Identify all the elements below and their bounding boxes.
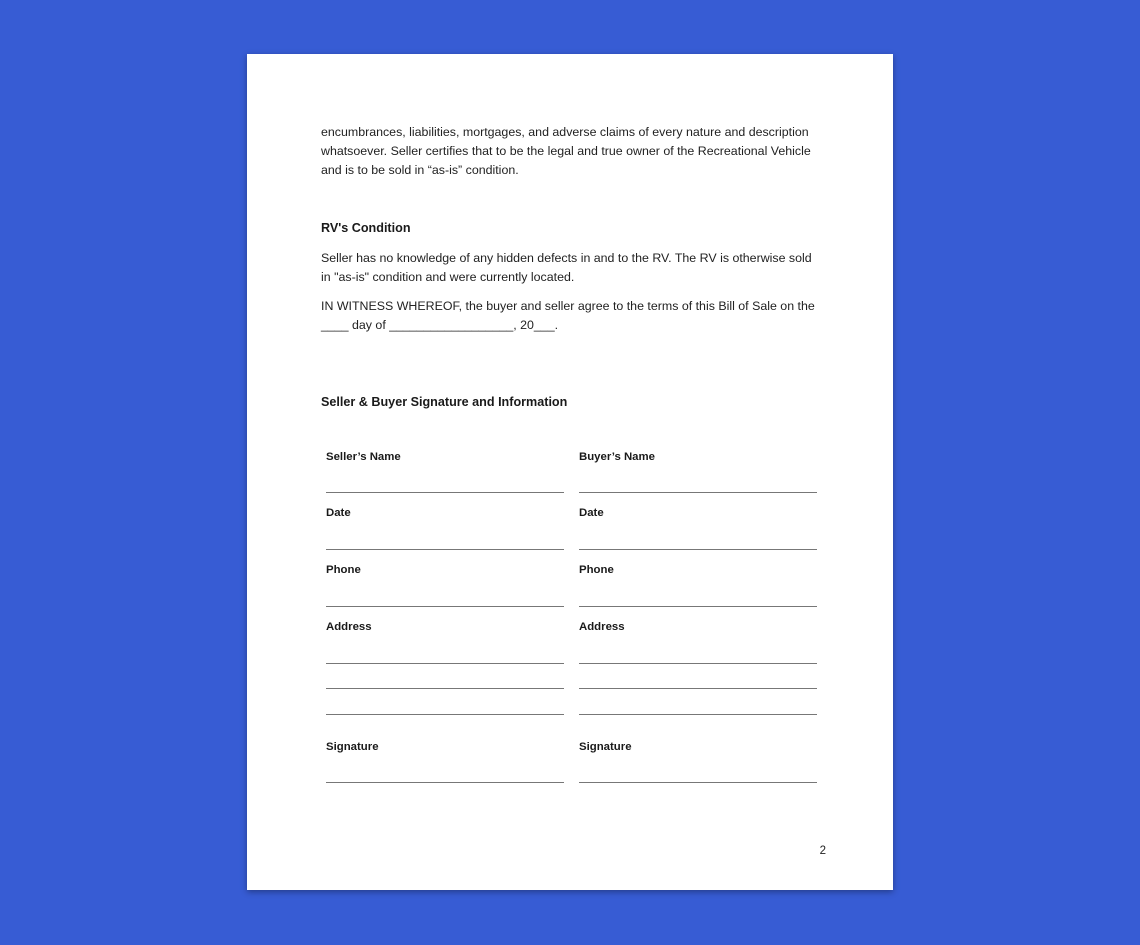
buyer-address-label: Address — [579, 621, 625, 633]
buyer-address-line-1[interactable] — [579, 663, 817, 664]
signature-section-heading: Seller & Buyer Signature and Information — [321, 395, 568, 409]
buyer-name-label: Buyer’s Name — [579, 451, 655, 463]
seller-address-line-2[interactable] — [326, 688, 564, 689]
seller-date-line[interactable] — [326, 549, 564, 550]
buyer-address-line-2[interactable] — [579, 688, 817, 689]
seller-phone-line[interactable] — [326, 606, 564, 607]
seller-phone-label: Phone — [326, 564, 361, 576]
seller-name-label: Seller’s Name — [326, 451, 401, 463]
seller-date-label: Date — [326, 507, 351, 519]
witness-paragraph: IN WITNESS WHEREOF, the buyer and seller agree to the terms of this Bill of Sale on the ____ day of __________________, 20___. — [321, 299, 815, 332]
buyer-date-line[interactable] — [579, 549, 817, 550]
document-page — [247, 54, 893, 890]
buyer-signature-line[interactable] — [579, 782, 817, 783]
seller-address-line-1[interactable] — [326, 663, 564, 664]
buyer-address-line-3[interactable] — [579, 714, 817, 715]
seller-address-line-3[interactable] — [326, 714, 564, 715]
condition-paragraph: Seller has no knowledge of any hidden defects in and to the RV. The RV is otherwise sold in "as-is" condition and were currently located. — [321, 251, 812, 284]
seller-name-line[interactable] — [326, 492, 564, 493]
buyer-date-label: Date — [579, 507, 604, 519]
seller-signature-label: Signature — [326, 741, 379, 753]
condition-heading: RV's Condition — [321, 221, 411, 235]
intro-paragraph: encumbrances, liabilities, mortgages, and adverse claims of every nature and description whatsoever. Seller certifies that to be the legal and true owner of the Recreational Vehicle and is to be sold in “as-is” condition. — [321, 125, 811, 177]
buyer-name-line[interactable] — [579, 492, 817, 493]
buyer-phone-line[interactable] — [579, 606, 817, 607]
seller-address-label: Address — [326, 621, 372, 633]
buyer-phone-label: Phone — [579, 564, 614, 576]
seller-signature-line[interactable] — [326, 782, 564, 783]
page-number: 2 — [819, 845, 826, 857]
buyer-signature-label: Signature — [579, 741, 632, 753]
